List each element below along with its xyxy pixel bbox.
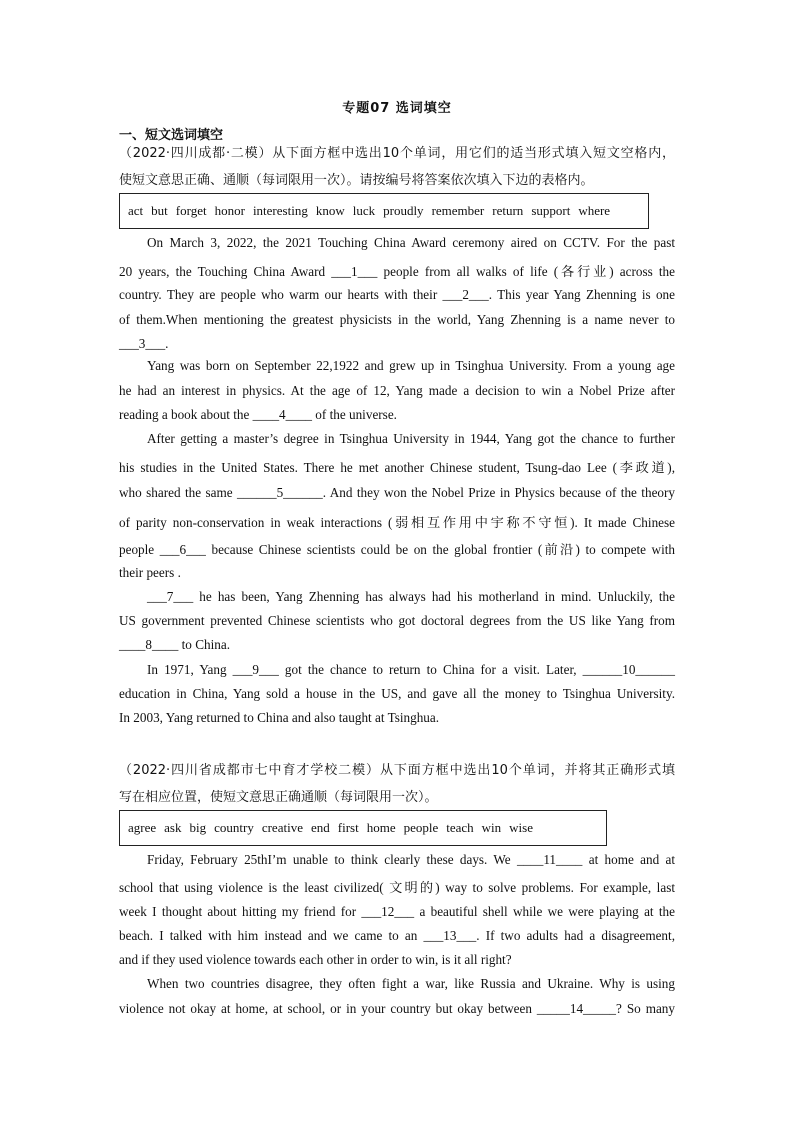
word-option: people xyxy=(403,820,439,835)
word-option: interesting xyxy=(252,203,308,218)
passage1-line: of them.When mentioning the greatest physicists in the world, Yang Zhenning is a name never to xyxy=(119,312,675,327)
passage1-line: people ___6___ because Chinese scientists could be on the global frontier (前沿) to compete with xyxy=(119,542,675,557)
word-option: remember xyxy=(431,203,485,218)
word-option: win xyxy=(481,820,502,835)
passage1-line: he had an interest in physics. At the age of 12, Yang made a decision to win a Nobel Prize after xyxy=(119,383,675,398)
passage1-line: In 1971, Yang ___9___ got the chance to return to China for a visit. Later, ______10______ xyxy=(147,662,675,677)
passage2-intro-line-1: （2022·四川省成都市七中育才学校二模）从下面方框中选出10个单词，并将其正确形式填 xyxy=(119,763,675,778)
word-option: home xyxy=(366,820,396,835)
passage1-line: reading a book about the ____4____ of the universe. xyxy=(119,407,397,422)
passage1-line: US government prevented Chinese scientists who got doctoral degrees from the US like Yang from xyxy=(119,613,675,628)
passage1-intro-line-2: 使短文意思正确、通顺（每词限用一次）。请按编号将答案依次填入下边的表格内。 xyxy=(119,173,594,188)
word-box-1 xyxy=(119,193,649,229)
passage2-line: Friday, February 25thI’m unable to think clearly these days. We ____11____ at home and at xyxy=(147,852,675,867)
passage2-line: week I thought about hitting my friend for ___12___ a beautiful shell while we were playing at the xyxy=(119,904,675,919)
passage1-line: ___3___. xyxy=(119,336,169,351)
word-option: first xyxy=(337,820,359,835)
passage1-line: of parity non-conservation in weak interactions (弱相互作用中宇称不守恒). It made Chinese xyxy=(119,515,675,530)
passage1-line: 20 years, the Touching China Award ___1___ people from all walks of life (各行业) across the xyxy=(119,264,675,279)
passage1-line: ____8____ to China. xyxy=(119,637,230,652)
word-option: end xyxy=(310,820,330,835)
word-option: ask xyxy=(164,820,182,835)
passage1-line: country. They are people who warm our hearts with their ___2___. This year Yang Zhenning is one xyxy=(119,287,675,302)
word-option: act xyxy=(128,203,144,218)
word-option: know xyxy=(315,203,345,218)
passage1-line: Yang was born on September 22,1922 and grew up in Tsinghua University. From a young age xyxy=(147,358,675,373)
word-option: luck xyxy=(352,203,376,218)
word-option: wise xyxy=(509,820,534,835)
word-option: honor xyxy=(214,203,245,218)
word-option: return xyxy=(492,203,524,218)
passage1-line: his studies in the United States. There he met another Chinese student, Tsung-dao Lee (李政道), xyxy=(119,460,675,475)
word-option: big xyxy=(189,820,207,835)
passage2-line: When two countries disagree, they often fight a war, like Russia and Ukraine. Why is using xyxy=(147,976,675,991)
word-option: but xyxy=(151,203,168,218)
passage1-intro-line-1: （2022·四川成都·二模）从下面方框中选出10个单词，用它们的适当形式填入短文空格内， xyxy=(119,146,675,161)
passage2-intro-line-2: 写在相应位置，使短文意思正确通顺（每词限用一次）。 xyxy=(119,790,438,805)
word-option: where xyxy=(578,203,611,218)
word-option: support xyxy=(531,203,571,218)
passage1-line: education in China, Yang sold a house in the US, and gave all the money to Tsinghua University. xyxy=(119,686,675,701)
passage1-line: After getting a master’s degree in Tsinghua University in 1944, Yang got the chance to further xyxy=(147,431,675,446)
word-option: proudly xyxy=(383,203,424,218)
passage1-line: On March 3, 2022, the 2021 Touching China Award ceremony aired on CCTV. For the past xyxy=(147,235,675,250)
word-option: agree xyxy=(128,820,157,835)
passage2-line: beach. I talked with him instead and we came to an ___13___. If two adults had a disagreement, xyxy=(119,928,675,943)
page-title: 专题07 选词填空 xyxy=(342,101,452,116)
passage2-line: school that using violence is the least civilized( 文明的) way to solve problems. For example, last xyxy=(119,880,675,895)
section-heading: 一、短文选词填空 xyxy=(119,128,224,143)
passage1-line: their peers . xyxy=(119,565,181,580)
passage1-line: In 2003, Yang returned to China and also taught at Tsinghua. xyxy=(119,710,440,725)
word-option: forget xyxy=(175,203,207,218)
passage2-line: and if they used violence towards each other in order to win, is it all right? xyxy=(119,952,512,967)
passage1-line: who shared the same ______5______. And they won the Nobel Prize in Physics because of the theory xyxy=(119,485,675,500)
word-option: teach xyxy=(446,820,474,835)
passage2-line: violence not okay at home, at school, or in your country but okay between _____14_____? So many xyxy=(119,1001,675,1016)
word-option: creative xyxy=(261,820,303,835)
word-box-2 xyxy=(119,810,607,846)
word-option: country xyxy=(214,820,254,835)
passage1-line: ___7___ he has been, Yang Zhenning has always had his motherland in mind. Unluckily, the xyxy=(147,589,675,604)
